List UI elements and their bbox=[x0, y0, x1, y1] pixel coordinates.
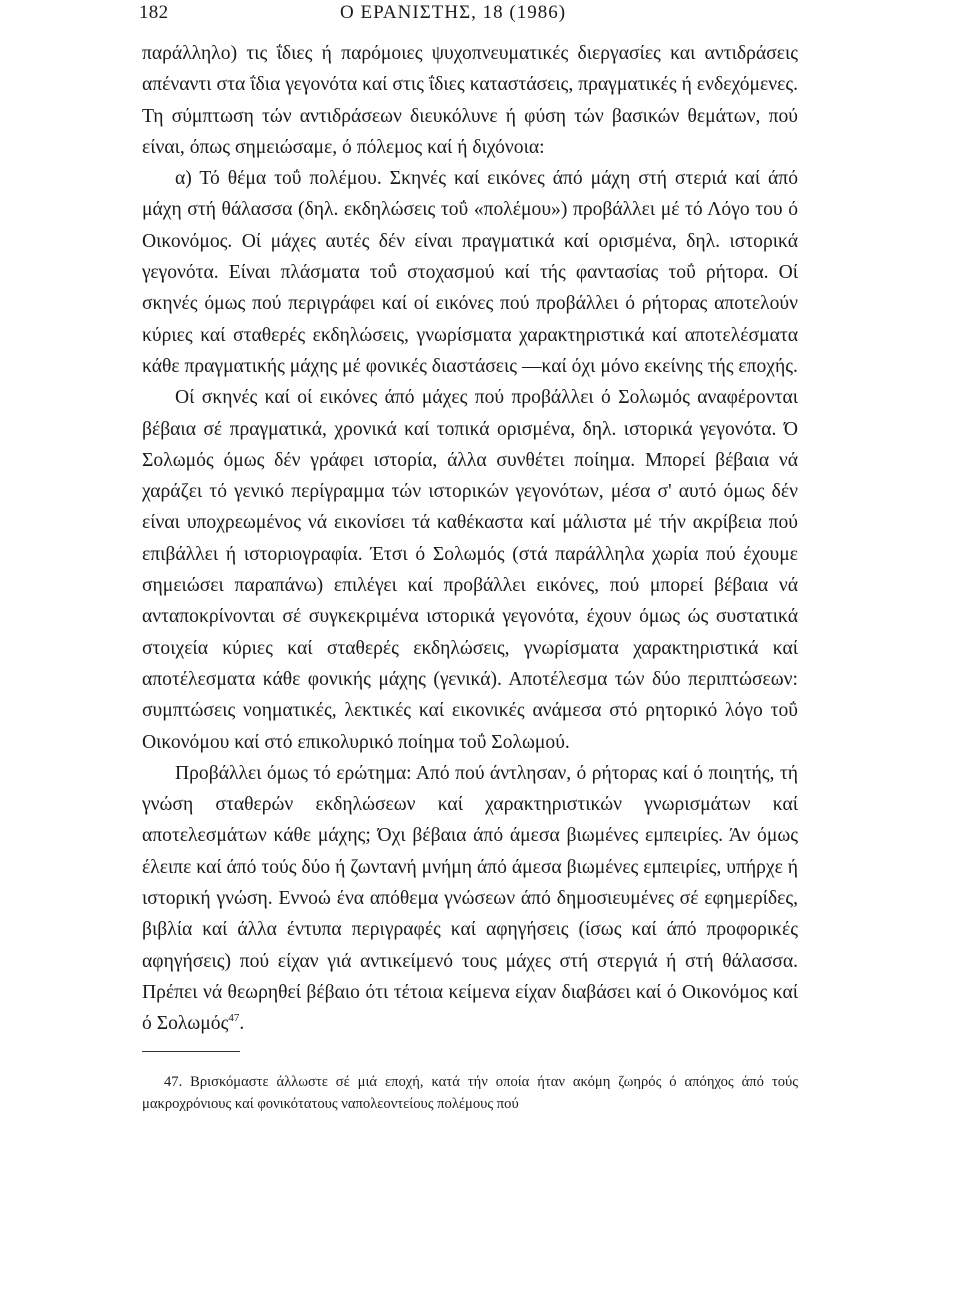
footnote-separator bbox=[142, 1051, 240, 1052]
paragraph-question-text: Προβάλλει όμως τό ερώτημα: Από πού άντλησαν, ό ρήτορας καί ό ποιητής, τή γνώση σταθερών εκδηλώσεων καί χαρακτηριστικών γνωρισμάτων καί αποτελεσμάτων κάθε μάχης; Όχι βέβαια άπό άμεσα βιωμένες εμπειρίες. Άν όμως έλειπε καί άπό τούς δύο ή ζωντανή μνήμη άπό άμεσα βιωμένες εμπειρίες, υπήρχε ή ιστορική γνώση. Εννοώ ένα απόθεμα γνώσεων άπό δημοσιευμένες σέ εφημερίδες, βιβλία καί άλλα έντυπα περιγραφές καί αφηγήσεις (ίσως καί άπό προφορικές αφηγήσεις) πού είχαν γιά αντικείμενό τους μάχες στή στεργιά ή στή θάλασσα. Πρέπει νά θεωρηθεί βέβαιο ότι τέτοια κείμενα είχαν διαβάσει καί ό Οικονόμος καί ό Σολωμός bbox=[142, 762, 798, 1035]
footnote-47: 47. Βρισκόμαστε άλλωστε σέ μιά εποχή, κατά τήν οποία ήταν ακόμη ζωηρός ό απόηχος άπό τούς μακροχρόνιους καί φονικότατους ναπολεοντείους πολέμους πού bbox=[142, 1074, 798, 1112]
paragraph-1: παράλληλο) τις ΐδιες ή παρόμοιες ψυχοπνευματικές διεργασίες και αντιδράσεις απέναντι στα ΐδια γεγονότα καί στις ΐδιες καταστάσεις, πραγματικές ή ενδεχόμενες. Τη σύμπτωση τών αντιδράσεων διευκόλυνε ή φύση τών βασικών θεμάτων, πού είναι, όπως σημειώσαμε, ό πόλεμος καί ή διχόνοια: bbox=[142, 43, 798, 158]
paragraph-question bbox=[142, 758, 798, 1043]
running-title: Ο ΕΡΑΝΙΣΤΗΣ, 18 (1986) bbox=[340, 2, 567, 23]
footnote-reference: 47 bbox=[228, 1012, 240, 1025]
page-header bbox=[0, 0, 960, 30]
paragraph-solomos: Οί σκηνές καί οί εικόνες άπό μάχες πού προβάλλει ό Σολωμός αναφέρονται βέβαια σέ πραγματικά, χρονικά καί τοπικά ορισμένα, δηλ. ιστορικά γεγονότα. Ό Σολωμός όμως δέν γράφει ιστορία, άλλα συνθέτει ποίημα. Μπορεί βέβαια νά χαράζει τό γενικό περίγραμμα τών ιστορικών γεγονότων, μέσα σ' αυτό όμως δέν είναι υποχρεωμένος νά εικονίσει τά καθέκαστα καί μάλιστα μέ τήν ακρίβεια πού επιβάλλει ή ιστοριογραφία. Έτσι ό Σολωμός (στά παράλληλα χωρία πού έχουμε σημειώσει παραπάνω) επιλέγει καί προβάλλει εικόνες, πού μπορεί βέβαια νά ανταποκρίνονται σέ συγκεκριμένα ιστορικά γεγονότα, έχουν όμως ώς συστατικά στοιχεία κύριες καί σταθερές εκδηλώσεις, γνωρίσματα χαρακτηριστικά καί αποτέλεσματα κάθε φονικής μάχης (γενικά). Αποτέλεσμα τών δύο περιπτώσεων: συμπτώσεις νοηματικές, λεκτικές καί εικονικές ανάμεσα στό ρητορικό λόγο τοΰ Οικονόμου καί στό επικολυρικό ποίημα τοΰ Σολωμού. bbox=[142, 387, 798, 753]
paragraph-question-end: . bbox=[239, 1013, 245, 1035]
paragraph-war-theme: α) Τό θέμα τοΰ πολέμου. Σκηνές καί εικόνες άπό μάχη στή στεριά καί άπό μάχη στή θάλασσα (δηλ. εκδηλώσεις τοΰ «πολέμου») προβάλλει μέ τό Λόγο του ό Οικονόμος. Οί μάχες αυτές δέν είναι πραγματικά καί ορισμένα, δηλ. ιστορικά γεγονότα. Είναι πλάσματα τοΰ στοχασμού καί τής φαντασίας τοΰ ρήτορα. Οί σκηνές όμως πού περιγράφει καί οί εικόνες πού προβάλλει ό ρήτορας αποτελούν κύριες καί σταθερές εκδηλώσεις, γνωρίσματα χαρακτηριστικά καί αποτελέσματα κάθε πραγματικής μάχης μέ φονικές διαστάσεις —καί όχι μόνο εκείνης τής εποχής. bbox=[142, 168, 798, 377]
body-text bbox=[142, 38, 798, 1043]
page-number: 182 bbox=[139, 2, 169, 23]
